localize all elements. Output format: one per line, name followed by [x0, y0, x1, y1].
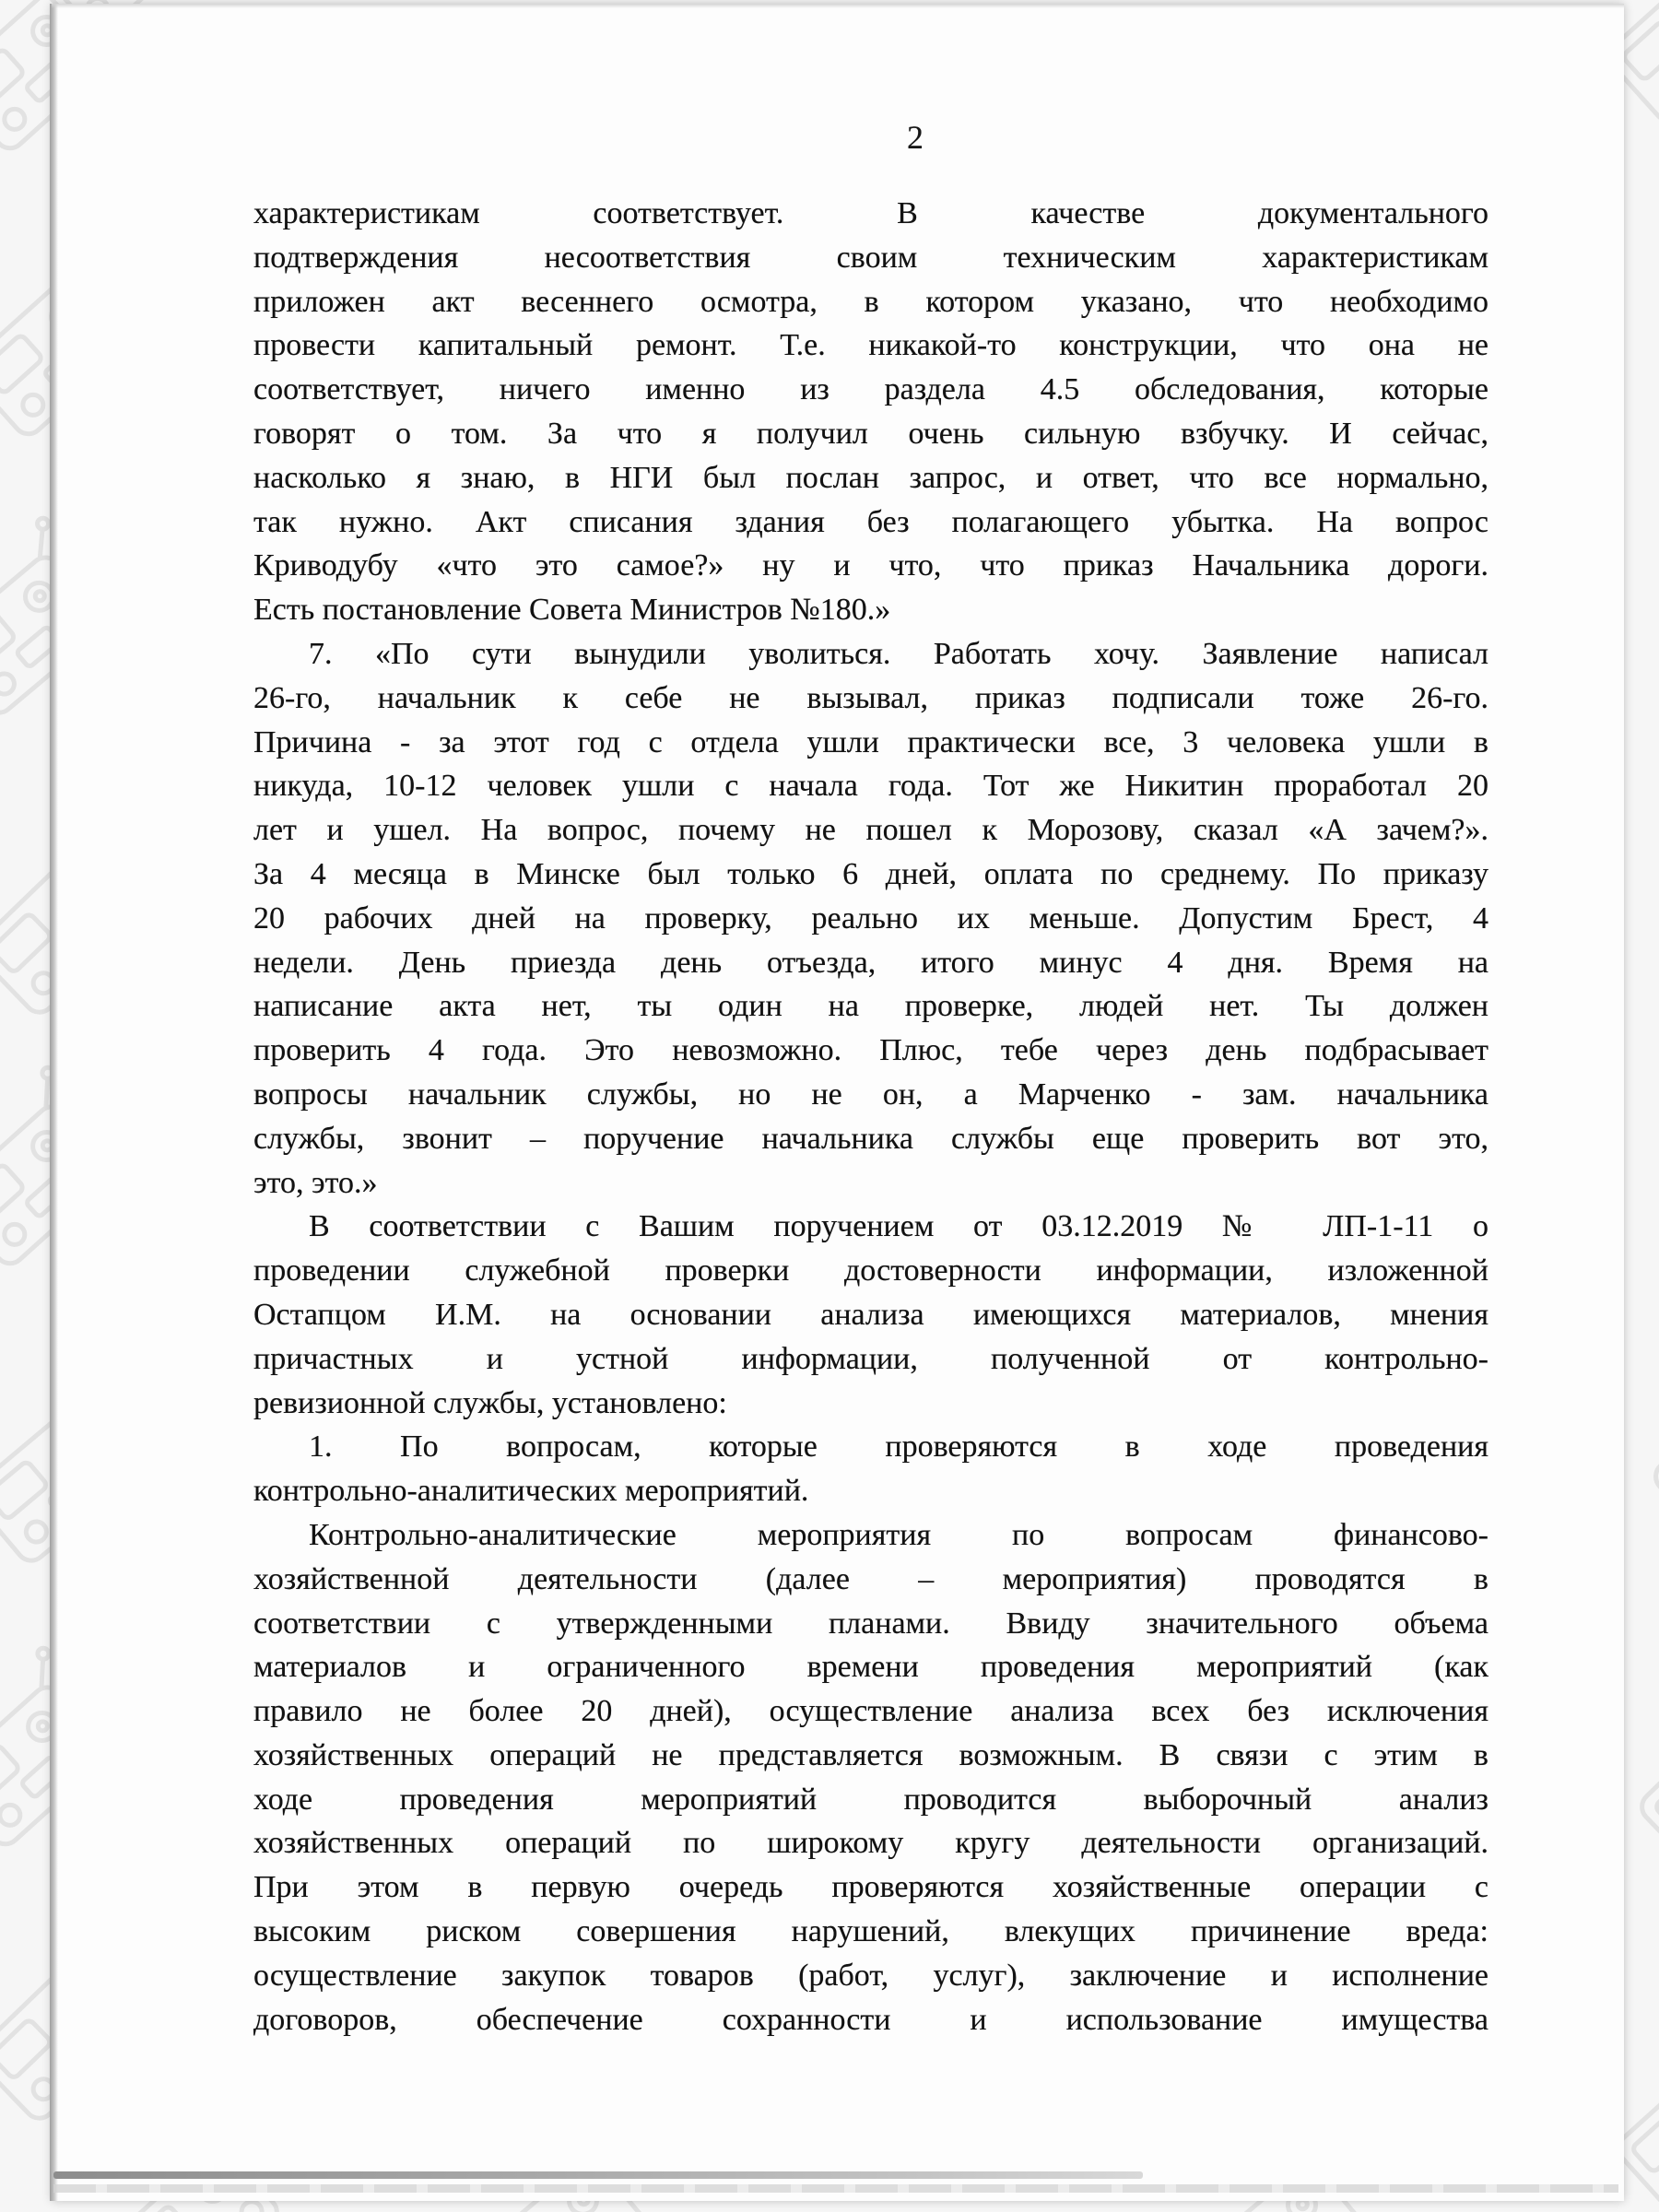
- text-line: Остапцом И.М. на основании анализа имеющихся материалов, мнения: [253, 1297, 1488, 1332]
- text-line: хозяйственной деятельности (далее – мероприятия) проводятся в: [253, 1561, 1488, 1596]
- text-line: 1. По вопросам, которые проверяются в ходе проведения: [309, 1430, 1488, 1465]
- text-line: провести капитальный ремонт. Т.е. никакой-то конструкции, что она не: [253, 328, 1488, 363]
- scan-top-edge-shadow: [52, 4, 1624, 8]
- text-line: подтверждения несоответствия своим техническим характеристикам: [253, 240, 1488, 275]
- text-line: характеристикам соответствует. В качестве документального: [253, 196, 1488, 230]
- text-line: ревизионной службы, установлено:: [253, 1385, 727, 1420]
- text-line: договоров, обеспечение сохранности и использование имущества: [253, 2002, 1488, 2037]
- document-text-block: [253, 192, 1488, 2041]
- text-line: ходе проведения мероприятий проводится выборочный анализ: [253, 1782, 1488, 1817]
- text-line: проведении служебной проверки достоверности информации, изложенной: [253, 1253, 1488, 1288]
- text-line: никуда, 10-12 человек ушли с начала года. Тот же Никитин проработал 20: [253, 769, 1488, 804]
- text-line: соответствии с утвержденными планами. Ввиду значительного объема: [253, 1606, 1488, 1641]
- scan-artifact-line: [53, 2171, 1143, 2179]
- text-line: хозяйственных операций по широкому кругу деятельности организаций.: [253, 1826, 1488, 1861]
- text-line: написание акта нет, ты один на проверке, людей нет. Ты должен: [253, 989, 1488, 1024]
- text-line: В соответствии с Вашим поручением от 03.12.2019 № ЛП-1-11 о: [309, 1209, 1488, 1244]
- text-line: За 4 месяца в Минске был только 6 дней, оплата по среднему. По приказу: [253, 856, 1488, 891]
- text-line: говорят о том. За что я получил очень сильную взбучку. И сейчас,: [253, 416, 1488, 451]
- text-line: насколько я знаю, в НГИ был послан запрос, и ответ, что все нормально,: [253, 460, 1488, 495]
- text-line: 7. «По сути вынудили уволиться. Работать хочу. Заявление написал: [309, 636, 1488, 671]
- text-line: причастных и устной информации, полученной от контрольно-: [253, 1341, 1488, 1376]
- text-line: осуществление закупок товаров (работ, услуг), заключение и исполнение: [253, 1958, 1488, 1993]
- text-line: правило не более 20 дней), осуществление анализа всех без исключения: [253, 1694, 1488, 1729]
- text-line: материалов и ограниченного времени проведения мероприятий (как: [253, 1650, 1488, 1685]
- text-line: соответствует, ничего именно из раздела 4.5 обследования, которые: [253, 372, 1488, 407]
- text-line: это, это.»: [253, 1165, 378, 1200]
- text-line: хозяйственных операций не представляется возможным. В связи с этим в: [253, 1737, 1488, 1772]
- text-line: контрольно-аналитических мероприятий.: [253, 1474, 809, 1509]
- text-line: недели. День приезда день отъезда, итого минус 4 дня. Время на: [253, 945, 1488, 980]
- text-line: Причина - за этот год с отдела ушли практически все, 3 человека ушли в: [253, 724, 1488, 759]
- text-line: высоким риском совершения нарушений, влекущих причинение вреда:: [253, 1914, 1488, 1949]
- document-page: [52, 4, 1624, 2201]
- text-line: так нужно. Акт списания здания без полагающего убытка. На вопрос: [253, 504, 1488, 539]
- scan-artifact-line-2: [53, 2184, 1618, 2193]
- text-line: Контрольно-аналитические мероприятия по вопросам финансово-: [309, 1517, 1488, 1552]
- scan-left-edge-shadow: [50, 4, 58, 2201]
- page-number: 2: [907, 119, 924, 156]
- text-line: Криводубу «что это самое?» ну и что, что приказ Начальника дороги.: [253, 548, 1488, 583]
- text-line: 20 рабочих дней на проверку, реально их меньше. Допустим Брест, 4: [253, 900, 1488, 935]
- text-line: приложен акт весеннего осмотра, в котором указано, что необходимо: [253, 284, 1488, 319]
- text-line: лет и ушел. На вопрос, почему не пошел к Морозову, сказал «А зачем?».: [253, 813, 1488, 848]
- text-line: вопросы начальник службы, но не он, а Марченко - зам. начальника: [253, 1077, 1488, 1112]
- text-line: Есть постановление Совета Министров №180.»: [253, 593, 891, 628]
- text-line: службы, звонит – поручение начальника службы еще проверить вот это,: [253, 1121, 1488, 1156]
- text-line: 26-го, начальник к себе не вызывал, приказ подписали тоже 26-го.: [253, 680, 1488, 715]
- text-line: При этом в первую очередь проверяются хозяйственные операции с: [253, 1870, 1488, 1905]
- text-line: проверить 4 года. Это невозможно. Плюс, тебе через день подбрасывает: [253, 1033, 1488, 1068]
